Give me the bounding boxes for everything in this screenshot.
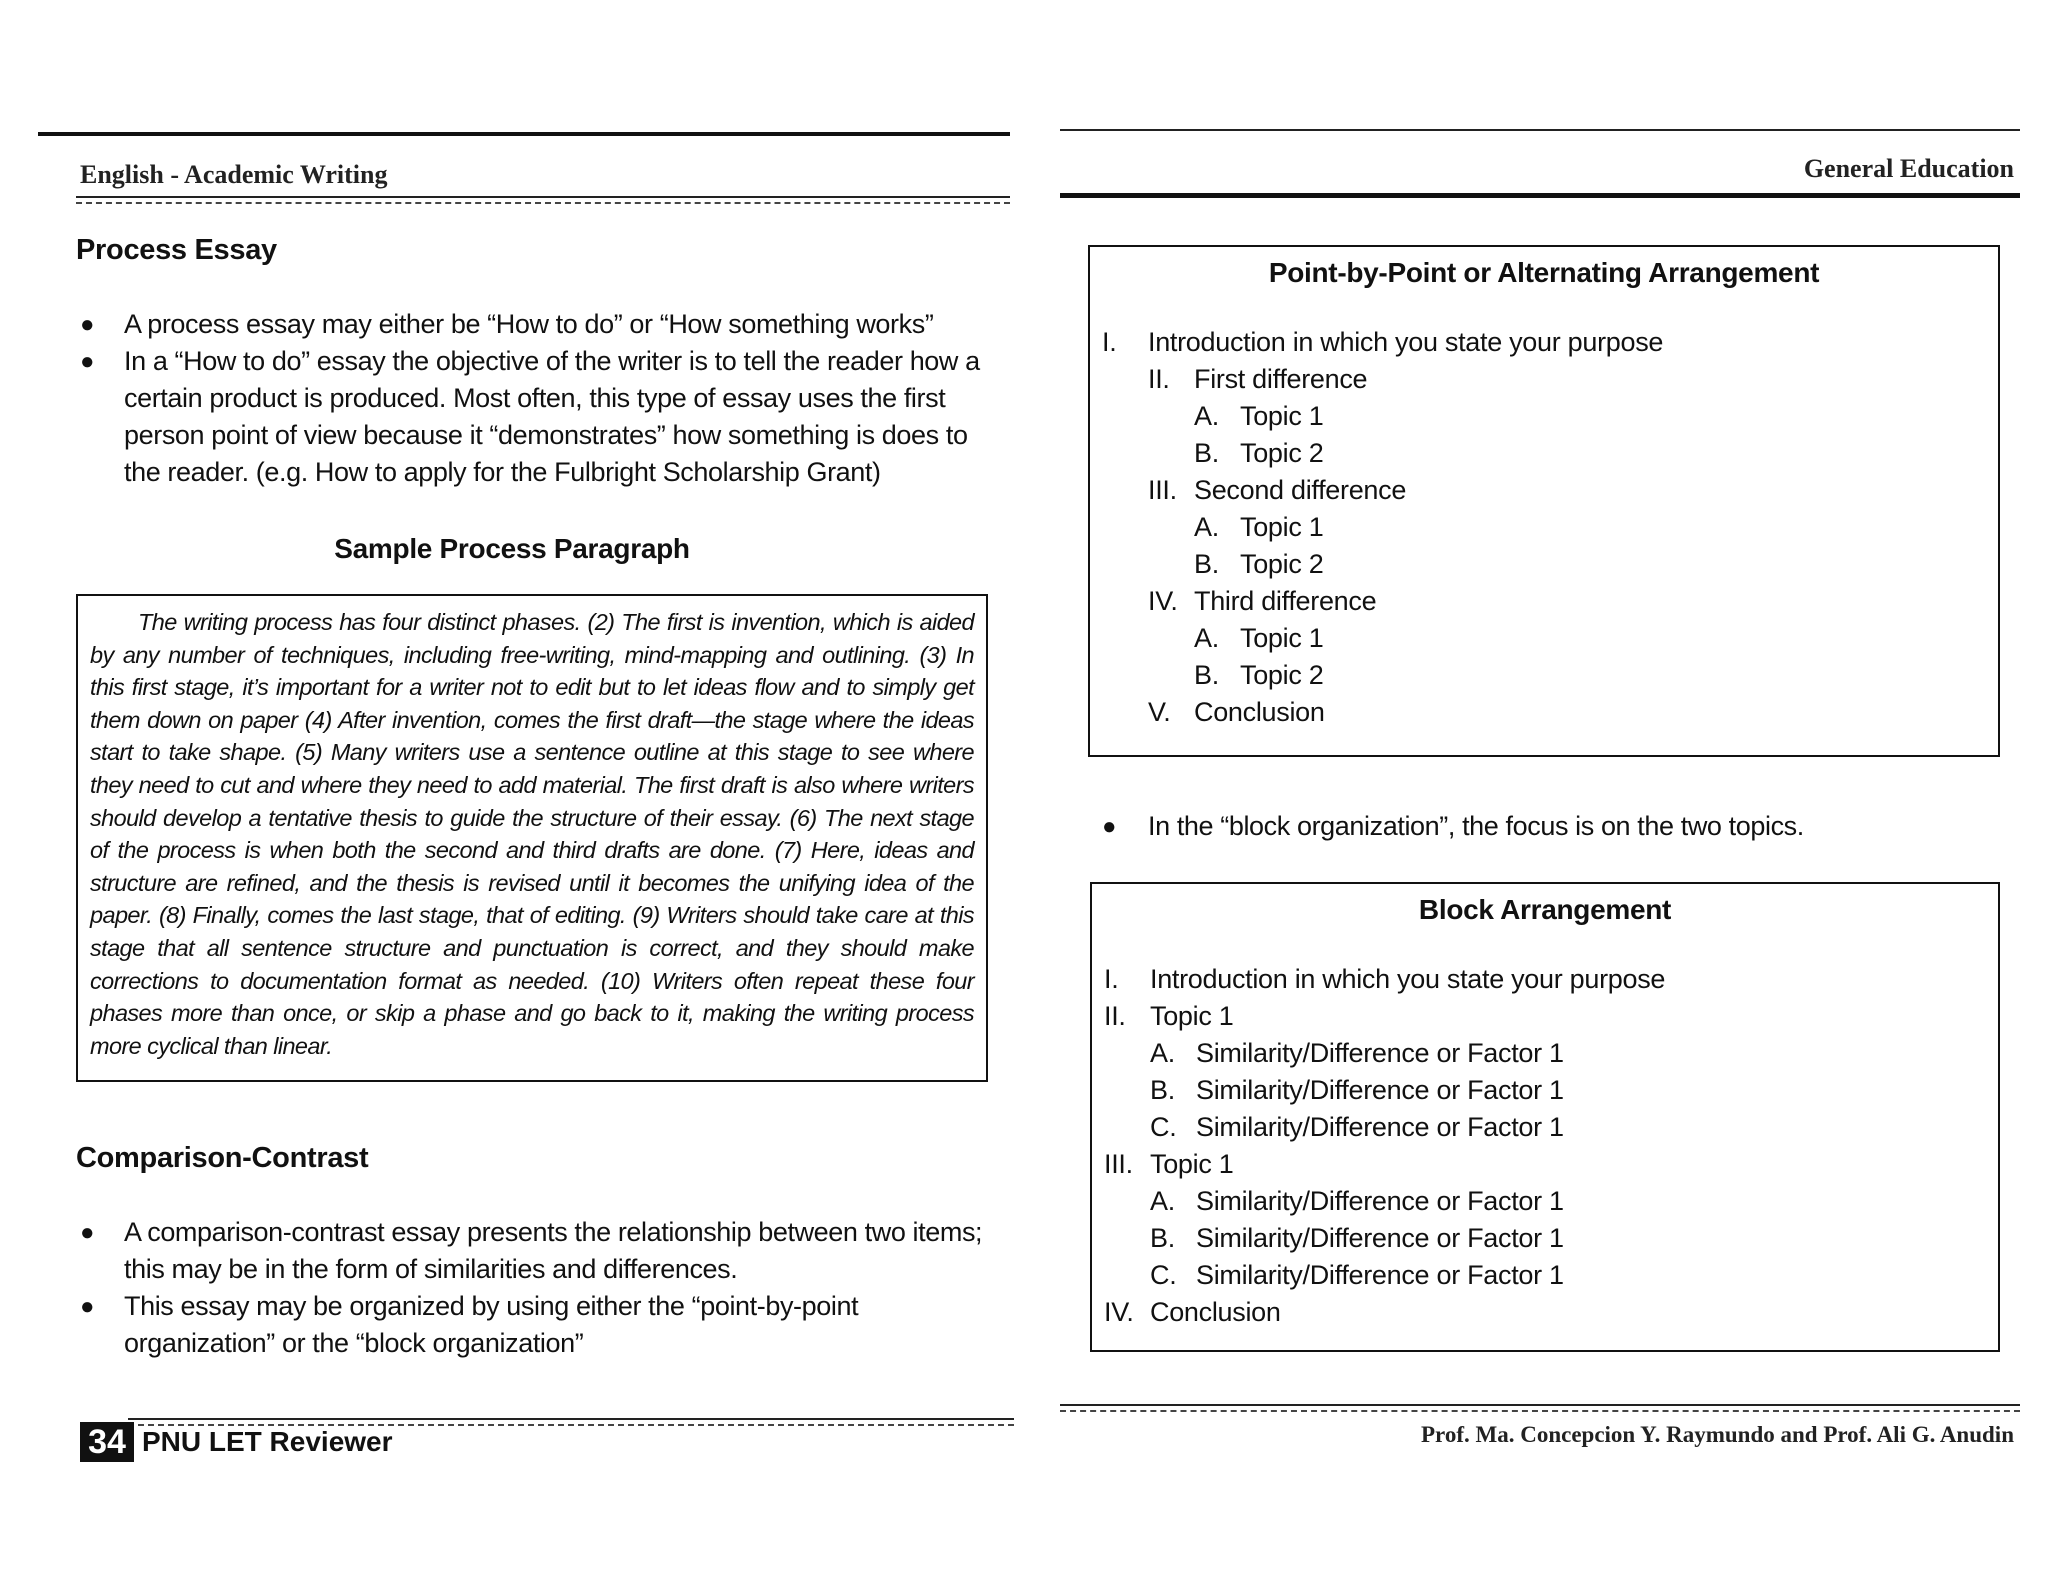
- outline-item: II. First difference: [1148, 364, 1368, 394]
- list-item: ● In the “block organization”, the focus is on the two topics.: [1088, 808, 2000, 845]
- outline-item: A. Topic 1: [1194, 512, 1324, 542]
- footer-title: PNU LET Reviewer: [142, 1426, 393, 1457]
- outline-item: A. Topic 1: [1194, 401, 1324, 431]
- list-item: ● This essay may be organized by using either the “point-by-point organization” or the “block organization”: [76, 1288, 994, 1362]
- header-rule-top: [38, 132, 1010, 136]
- sample-paragraph-box: [76, 594, 988, 1082]
- page-number-badge: 34: [80, 1422, 134, 1462]
- outline-item: B. Similarity/Difference or Factor 1: [1150, 1075, 1564, 1105]
- footer-rule: [1060, 1404, 2020, 1406]
- bullet-icon: ●: [80, 1293, 95, 1320]
- outline-item: B. Topic 2: [1194, 660, 1324, 690]
- bullet-icon: ●: [80, 311, 95, 338]
- outline-item: C. Similarity/Difference or Factor 1: [1150, 1260, 1564, 1290]
- left-header: English - Academic Writing: [80, 160, 388, 189]
- block-arrangement-title: Block Arrangement: [1418, 894, 1672, 925]
- process-essay-heading: Process Essay: [76, 234, 277, 266]
- bullet-icon: ●: [1102, 813, 1117, 840]
- outline-item: I. Introduction in which you state your purpose: [1104, 964, 1666, 994]
- outline-item: A. Similarity/Difference or Factor 1: [1150, 1038, 1564, 1068]
- bullet-icon: ●: [80, 1219, 95, 1246]
- outline-item: B. Similarity/Difference or Factor 1: [1150, 1223, 1564, 1253]
- list-item: ● A comparison-contrast essay presents the relationship between two items; this may be in the form of similarities and differences.: [76, 1214, 994, 1288]
- point-by-point-box: [1088, 245, 2000, 757]
- right-page: [1024, 0, 2048, 1582]
- comparison-heading: Comparison-Contrast: [76, 1142, 369, 1174]
- header-rule-dashed: [76, 202, 1010, 204]
- header-rule-top: [1060, 129, 2020, 131]
- outline-item: A. Similarity/Difference or Factor 1: [1150, 1186, 1564, 1216]
- block-arrangement-box: [1090, 882, 2000, 1352]
- list-item: ● A process essay may either be “How to do” or “How something works”: [76, 306, 994, 343]
- outline-item: A. Topic 1: [1194, 623, 1324, 653]
- footer-rule: [128, 1418, 1014, 1420]
- comparison-bullets: [76, 1214, 994, 1362]
- process-essay-bullets: [76, 306, 994, 491]
- outline-item: II. Topic 1: [1104, 1001, 1234, 1031]
- sample-paragraph: The writing process has four distinct phases. (2) The first is invention, which is aided by any number of techniques, including free-writing, mind-mapping and outlining. (3) In this first stage, it’s important for a writer not to edit but to let ideas flow and to simply get them down on paper (4) After invention, comes the first draft—the stage where the ideas start to take shape. (5) Many writers use a sentence outline at this stage to see where they need to cut and where they need to add material. The first draft is also where writers should develop a tentative thesis to guide the structure of their essay. (6) The next stage of the process is when both the second and third drafts are done. (7) Here, ideas and structure are refined, and the thesis is revised until it becomes the unifying idea of the paper. (8) Finally, comes the last stage, that of editing. (9) Writers should take care at this stage that all sentence structure and punctuation is correct, and they should make corrections to documentation format as needed. (10) Writers often repeat these four phases more than once, or skip a phase and go back to it, making the writing process more cyclical than linear.: [90, 609, 974, 1059]
- point-by-point-title: Point-by-Point or Alternating Arrangement: [1268, 257, 1820, 288]
- outline-item: V. Conclusion: [1148, 697, 1325, 727]
- outline-item: B. Topic 2: [1194, 438, 1324, 468]
- list-item: ● In a “How to do” essay the objective of the writer is to tell the reader how a certain product is produced. Most often, this type of essay uses the first person point of view because it “demonstrates” how something is does to the reader. (e.g. How to apply for the Fulbright Scholarship Grant): [76, 343, 994, 491]
- block-organization-bullet: [1088, 808, 2000, 845]
- outline-item: IV. Third difference: [1148, 586, 1377, 616]
- outline-item: C. Similarity/Difference or Factor 1: [1150, 1112, 1564, 1142]
- outline-item: B. Topic 2: [1194, 549, 1324, 579]
- header-rule-bottom: [76, 196, 1010, 198]
- footer-authors: Prof. Ma. Concepcion Y. Raymundo and Prof. Ali G. Anudin: [1421, 1422, 2014, 1447]
- right-header: General Education: [1803, 154, 2014, 183]
- outline-item: III. Second difference: [1148, 475, 1407, 505]
- footer-rule-dashed: [1060, 1410, 2020, 1412]
- outline-item: IV. Conclusion: [1104, 1297, 1281, 1327]
- header-rule-bottom: [1060, 193, 2020, 198]
- outline-item: I. Introduction in which you state your purpose: [1102, 327, 1664, 357]
- outline-item: III. Topic 1: [1104, 1149, 1234, 1179]
- sample-heading: Sample Process Paragraph: [334, 533, 690, 564]
- bullet-icon: ●: [80, 348, 95, 375]
